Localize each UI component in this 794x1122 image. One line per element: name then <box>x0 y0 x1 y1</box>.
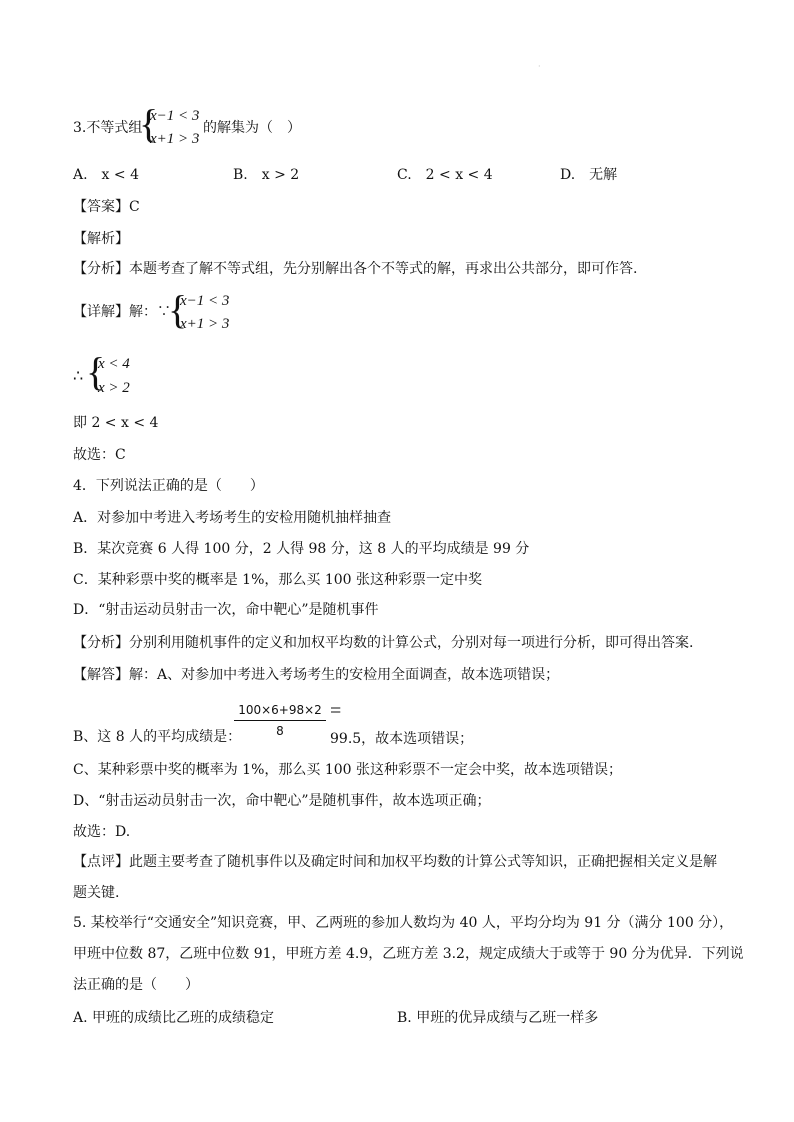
q4-option-d: D．“射击运动员射击一次，命中靶心”是随机事件 <box>73 602 379 618</box>
q3-detail-line-1: x−1 < 3 <box>180 293 230 309</box>
q3-answer: 【答案】C <box>73 199 140 215</box>
q4-dianping-line-2: 题关键. <box>73 885 120 901</box>
q4-stem: 4．下列说法正确的是（ ） <box>73 478 264 494</box>
q4-option-a: A．对参加中考进入考场考生的安检用随机抽样抽查 <box>73 510 392 526</box>
q3-stem-suffix: 的解集为（ ） <box>203 120 301 136</box>
q4-fraction <box>234 702 326 739</box>
q3-detail-brace: { <box>168 287 188 332</box>
q4-b-suffix: 99.5，故本选项错误； <box>330 731 474 747</box>
q4-equals-sign: = <box>330 700 342 722</box>
q4-choice: 故选：D. <box>73 824 131 840</box>
q4-d-line: D、“射击运动员射击一次，命中靶心”是随机事件，故本选项正确； <box>73 793 491 809</box>
q4-fenxi: 【分析】分别利用随机事件的定义和加权平均数的计算公式，分别对每一项进行分析，即可得出答案. <box>73 635 694 651</box>
q5-option-a: A. 甲班的成绩比乙班的成绩稳定 <box>73 1010 275 1026</box>
q4-option-c: C．某种彩票中奖的概率是 1%，那么买 100 张这种彩票一定中奖 <box>73 572 482 588</box>
q3-option-c: C. 2 < x < 4 <box>397 167 493 183</box>
q3-result-line-1: x < 4 <box>98 356 130 372</box>
q3-therefore-symbol: ∴ <box>73 366 84 385</box>
q3-detail-label: 【详解】解：∵ <box>73 304 171 320</box>
q4-option-b: B．某次竞赛 6 人得 100 分，2 人得 98 分，这 8 人的平均成绩是 99 分 <box>73 541 530 557</box>
q5-option-b: B. 甲班的优异成绩与乙班一样多 <box>397 1010 599 1026</box>
q3-system-line-2: x+1 > 3 <box>150 131 200 147</box>
q3-option-a: A. x < 4 <box>73 167 139 183</box>
q3-result-line-2: x > 2 <box>98 380 130 396</box>
q3-analysis-heading: 【解析】 <box>73 231 129 247</box>
q5-stem-line-1: 5. 某校举行“交通安全”知识竞赛，甲、乙两班的参加人数均为 40 人，平均分均为 91 分（满分 100 分）， <box>73 915 734 931</box>
q4-b-prefix: B、这 8 人的平均成绩是： <box>73 729 242 745</box>
q3-option-d: D. 无解 <box>560 167 618 183</box>
q3-fenxi: 【分析】本题考查了解不等式组，先分别解出各个不等式的解，再求出公共部分，即可作答. <box>73 261 638 277</box>
q4-fraction-numerator: 100×6+98×2 <box>238 703 322 717</box>
q3-choice: 故选：C <box>73 447 126 463</box>
q4-c-line: C、某种彩票中奖的概率为 1%，那么买 100 张这种彩票不一定会中奖，故本选项错误； <box>73 762 622 778</box>
q3-stem-prefix: 3.不等式组 <box>73 120 143 136</box>
q4-fraction-denominator: 8 <box>276 724 284 738</box>
q3-detail-line-2: x+1 > 3 <box>180 316 230 332</box>
q4-fraction-bar <box>234 720 326 721</box>
q4-jieda: 【解答】解：A、对参加中考进入考场考生的安检用全面调查，故本选项错误； <box>73 667 560 683</box>
q3-result-brace: { <box>86 349 106 394</box>
q3-system-line-1: x−1 < 3 <box>150 108 200 124</box>
q5-stem-line-2: 甲班中位数 87，乙班中位数 91，甲班方差 4.9，乙班方差 3.2，规定成绩大于或等于 90 分为优异．下列说 <box>73 946 744 962</box>
q3-conclusion: 即 2 < x < 4 <box>73 415 159 431</box>
corner-mark: · <box>538 62 541 71</box>
q3-option-b: B. x > 2 <box>233 167 300 183</box>
q4-dianping-line-1: 【点评】此题主要考查了随机事件以及确定时间和加权平均数的计算公式等知识，正确把握相关定义是解 <box>73 854 717 870</box>
q3-system-brace: { <box>139 101 159 146</box>
q5-stem-line-3: 法正确的是（ ） <box>73 977 199 993</box>
